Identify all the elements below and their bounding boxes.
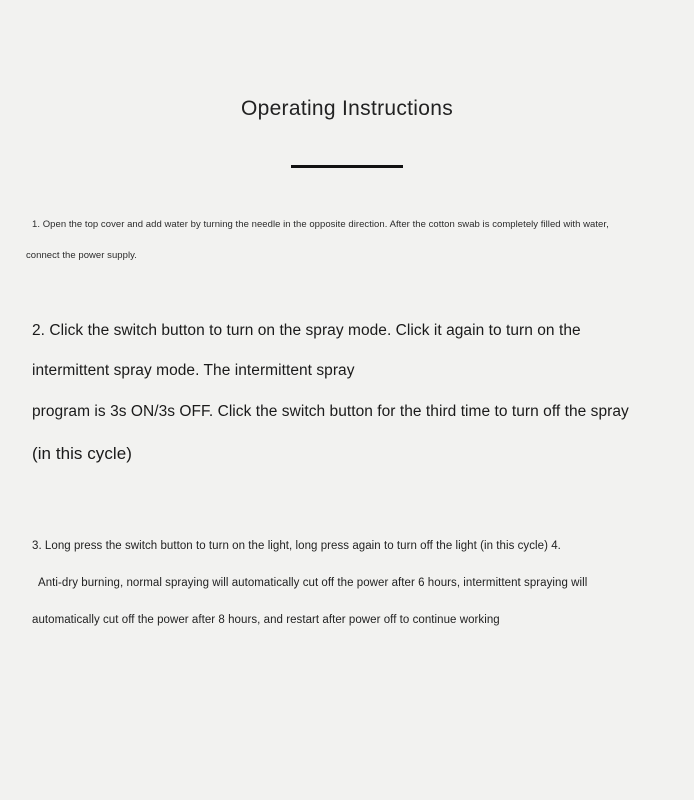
step-3-line-3: automatically cut off the power after 8 hours, and restart after power off to continue working [32,613,500,626]
instruction-step-3 [0,528,694,638]
page-title: Operating Instructions [240,97,454,120]
title-divider [291,165,403,168]
step-2-line-3: program is 3s ON/3s OFF. Click the switch button for the third time to turn off the spray [32,402,629,420]
step-2-line-2: intermittent spray mode. The intermittent spray [32,362,355,380]
step-3-line-2: Anti-dry burning, normal spraying will automatically cut off the power after 6 hours, intermittent spraying will [38,576,588,589]
instruction-step-2 [0,311,694,476]
step-2-line-4: (in this cycle) [32,443,132,463]
step-3-line-1: 3. Long press the switch button to turn on the light, long press again to turn off the light (in this cycle) 4. [32,540,561,553]
step-1-line-2: connect the power supply. [26,249,137,261]
step-2-line-1: 2. Click the switch button to turn on the spray mode. Click it again to turn on the [32,321,581,339]
title-divider-wrap [0,165,694,168]
instruction-step-1 [0,210,694,271]
step-1-line-1: 1. Open the top cover and add water by turning the needle in the opposite direction. After the cotton swab is completely filled with water, [32,219,609,231]
